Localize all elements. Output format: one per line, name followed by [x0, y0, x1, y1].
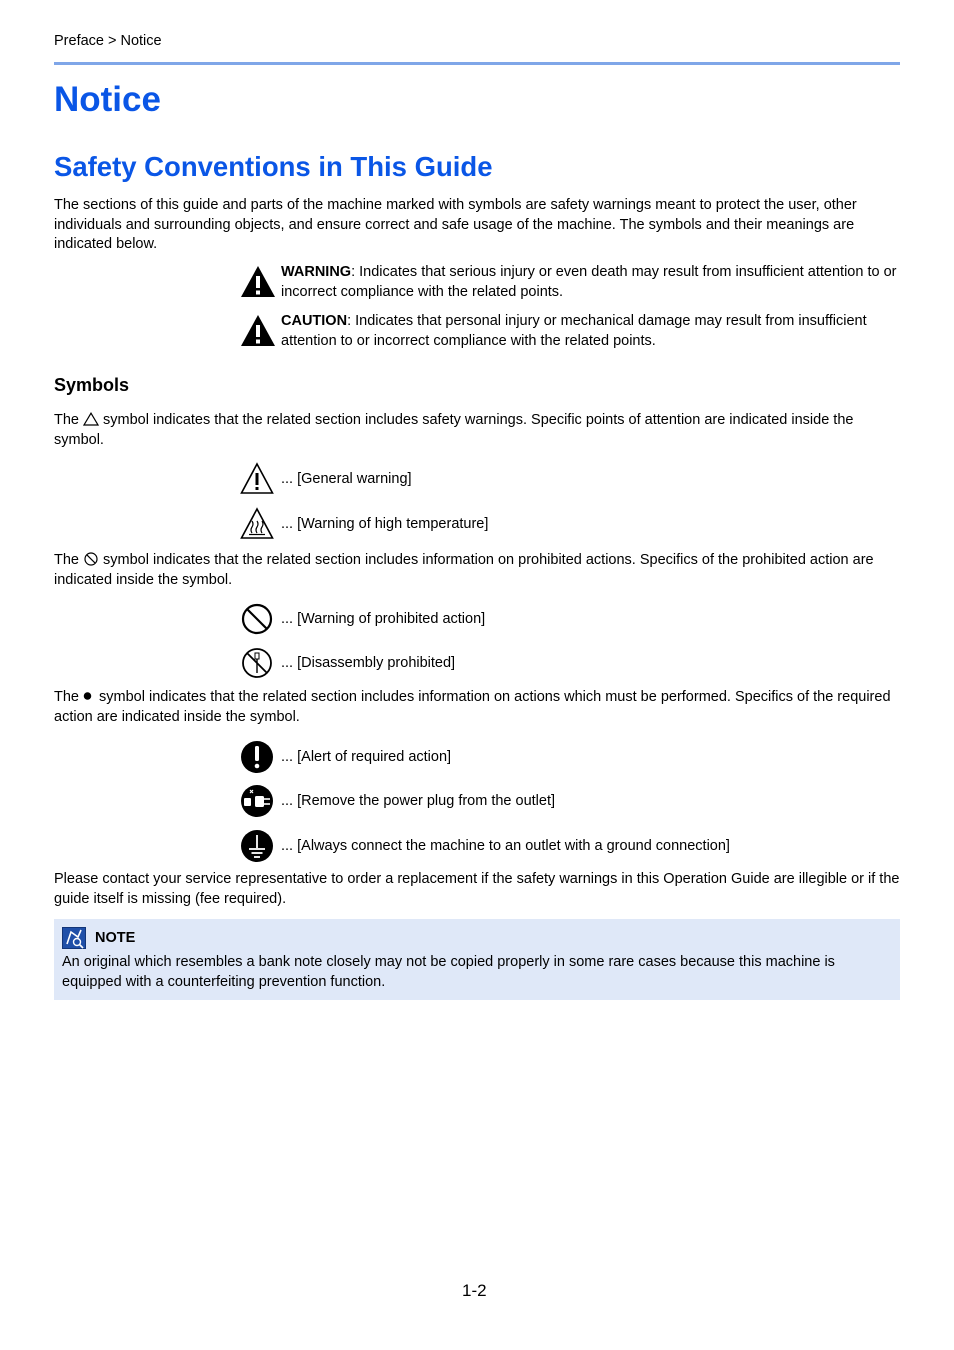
triangle-para-pre: The — [54, 412, 84, 428]
symbol-item-label: ... [Remove the power plug from the outlet] — [281, 793, 556, 809]
warning-definition — [240, 263, 900, 302]
note-label: NOTE — [95, 930, 136, 946]
note-header — [62, 927, 135, 949]
symbol-item-label: ... [Warning of prohibited action] — [281, 611, 486, 627]
contact-paragraph: Please contact your service representative to order a replacement if the safety warnings in this Operation Guide are illegible or if the guide itself is missing (fee required). — [54, 871, 900, 907]
symbol-item-remove-plug — [240, 784, 555, 818]
symbol-item-disassembly-prohibited — [240, 646, 455, 680]
required-para-pre: The — [54, 689, 84, 705]
caution-definition — [240, 312, 900, 351]
symbol-item-prohibited-action — [240, 602, 485, 636]
prohibited-para-pre: The — [54, 552, 84, 568]
triangle-symbol-paragraph — [54, 411, 904, 450]
prohibited-outline-icon — [83, 552, 99, 566]
required-para-post: symbol indicates that the related section includes information on actions which must be performed. Specifics of the required action are indicated inside the symbol. — [54, 689, 891, 725]
prohibited-action-icon — [240, 602, 274, 636]
note-icon — [62, 927, 86, 949]
safety-intro: The sections of this guide and parts of the machine marked with symbols are safety warnings meant to protect the user, other individuals and surrounding objects, and ensure correct and safe usage of the machine. The symbols and their meanings are indicated below. — [54, 197, 857, 252]
symbol-item-label: ... [General warning] — [281, 471, 412, 487]
page-number: 1-2 — [462, 1281, 487, 1300]
warning-label: WARNING — [281, 264, 352, 280]
required-symbol-paragraph — [54, 688, 904, 727]
prohibited-para-post: symbol indicates that the related section includes information on prohibited actions. Specifics of the prohibited action are indicated inside the symbol. — [54, 552, 874, 588]
symbols-heading: Symbols — [54, 375, 130, 395]
header-rule — [54, 62, 900, 65]
warning-filled-icon — [240, 263, 276, 299]
note-text: An original which resembles a bank note closely may not be copied properly in some rare cases because this machine is equipped with a counterfeiting prevention function. — [62, 954, 835, 990]
symbol-item-required-action — [240, 740, 451, 774]
general-warning-icon — [240, 462, 274, 496]
high-temperature-icon — [240, 507, 274, 541]
breadcrumb: Preface > Notice — [54, 33, 162, 49]
prohibited-symbol-paragraph — [54, 551, 904, 590]
symbol-item-high-temperature — [240, 507, 488, 541]
symbol-item-ground-connection — [240, 829, 730, 863]
disassembly-prohibited-icon — [240, 646, 274, 680]
section-heading-safety: Safety Conventions in This Guide — [54, 151, 493, 182]
page-title: Notice — [54, 80, 161, 119]
ground-connection-icon — [240, 829, 274, 863]
required-action-icon — [240, 740, 274, 774]
symbol-item-general-warning — [240, 462, 412, 496]
required-dot-icon — [83, 689, 95, 703]
caution-filled-icon — [240, 312, 276, 348]
triangle-para-post: symbol indicates that the related section includes safety warnings. Specific points of attention are indicated inside the symbol. — [54, 412, 854, 448]
symbol-item-label: ... [Warning of high temperature] — [281, 516, 489, 532]
triangle-outline-icon — [83, 412, 99, 426]
remove-plug-icon — [240, 784, 274, 818]
symbol-item-label: ... [Always connect the machine to an outlet with a ground connection] — [281, 838, 730, 854]
caution-label: CAUTION — [281, 313, 348, 329]
symbol-item-label: ... [Alert of required action] — [281, 749, 452, 765]
caution-text: : Indicates that personal injury or mechanical damage may result from insufficient attention to or incorrect compliance with the related points. — [281, 313, 867, 349]
symbol-item-label: ... [Disassembly prohibited] — [281, 655, 456, 671]
warning-text: : Indicates that serious injury or even death may result from insufficient attention to or incorrect compliance with the related points. — [281, 264, 897, 300]
